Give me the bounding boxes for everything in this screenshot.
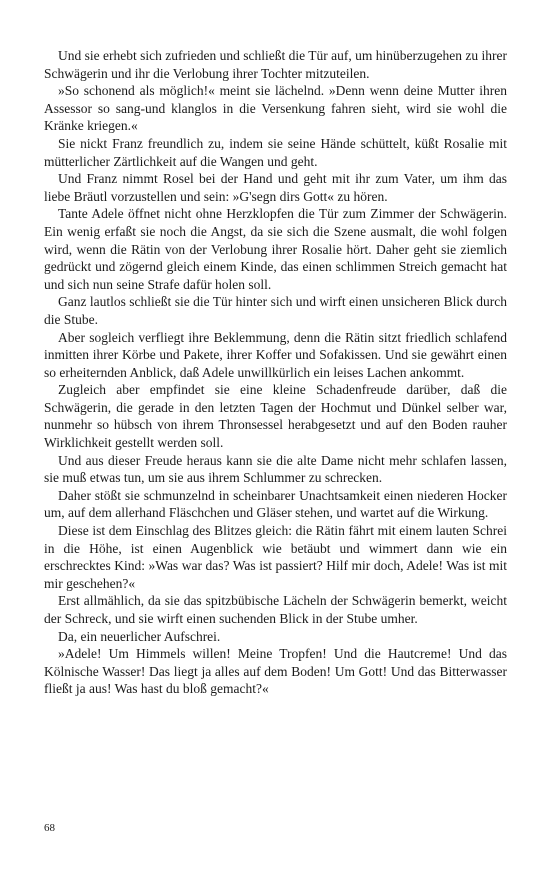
body-text (44, 47, 507, 698)
paragraph-4: Und Franz nimmt Rosel bei der Hand und geht mit ihr zum Vater, um ihm das liebe Bräutl vorzustellen und sein: »G'segn dirs Gott« zu hören. (44, 171, 507, 204)
paragraph-12: Erst allmählich, da sie das spitzbübische Lächeln der Schwägerin bemerkt, weicht der Schreck, und sie wirft einen suchenden Blick in der Stube umher. (44, 593, 507, 626)
paragraph-14: »Adele! Um Himmels willen! Meine Tropfen! Und die Hautcreme! Und das Kölnische Wasser! Das liegt ja alles auf dem Boden! Um Gott! Und das Bitterwasser fließt ja aus! Was hast du bloß gemacht?« (44, 646, 507, 697)
paragraph-13: Da, ein neuerlicher Aufschrei. (58, 628, 221, 644)
paragraph-2: »So schonend als möglich!« meint sie lächelnd. »Denn wenn deine Mutter ihren Assessor so sang-und klanglos in die Versenkung fahren sieht, wird sie wohl die Kränke kriegen.« (44, 83, 507, 134)
page-number: 68 (44, 822, 55, 834)
paragraph-3: Sie nickt Franz freundlich zu, indem sie seine Hände schüttelt, küßt Rosalie mit mütterlicher Zärtlichkeit auf die Wangen und geht. (44, 135, 507, 169)
paragraph-10: Daher stößt sie schmunzelnd in scheinbarer Unachtsamkeit einen niederen Hocker um, auf dem allerhand Fläschchen und Gläser stehen, und wartet auf die Wirkung. (44, 487, 507, 521)
paragraph-5: Tante Adele öffnet nicht ohne Herzklopfen die Tür zum Zimmer der Schwägerin. Ein wenig erfaßt sie noch die Angst, da sie sich die Szene ausmalt, die wohl folgen wird, wenn die Rätin von der Verlobung ihrer Rosalie hört. Daher geht sie ziemlich gedrückt und zögernd gleich einem Kinde, das einen schlimmen Streich gemacht hat und sich nun seine Strafe dafür holen soll. (44, 206, 507, 292)
paragraph-1: Und sie erhebt sich zufrieden und schließt die Tür auf, um hinüberzugehen zu ihrer Schwägerin und ihr die Verlobung ihrer Tochter mitzuteilen. (44, 48, 507, 81)
paragraph-9: Und aus dieser Freude heraus kann sie die alte Dame nicht mehr schlafen lassen, sie muß etwas tun, um sie aus ihrem Schlummer zu schrecken. (44, 452, 507, 486)
paragraph-6: Ganz lautlos schließt sie die Tür hinter sich und wirft einen unsicheren Blick durch die Stube. (44, 294, 507, 327)
paragraph-8: Zugleich aber empfindet sie eine kleine Schadenfreude darüber, daß die Schwägerin, die gerade in den letzten Tagen der Hochmut und Dünkel selber war, nunmehr so hübsch von ihrem Thronsessel herabgesetzt und auf den Boden rauher Wirklichkeit gestellt werden soll. (44, 382, 507, 451)
paragraph-11: Diese ist dem Einschlag des Blitzes gleich: die Rätin fährt mit einem lauten Schrei in die Höhe, ist einen Augenblick wie betäubt und wimmert dann wie ein erschrecktes Kind: »Was war das? Was ist passiert? Hilf mir doch, Adele! Was ist mit mir geschehen?« (44, 523, 507, 591)
paragraph-7: Aber sogleich verfliegt ihre Beklemmung, denn die Rätin sitzt friedlich schlafend inmitten ihrer Körbe und Pakete, ihrer Koffer und Sofakissen. Und sie gewährt einen so erheiternden Anblick, daß Adele unwillkürlich ein leises Lachen ankommt. (44, 329, 507, 380)
